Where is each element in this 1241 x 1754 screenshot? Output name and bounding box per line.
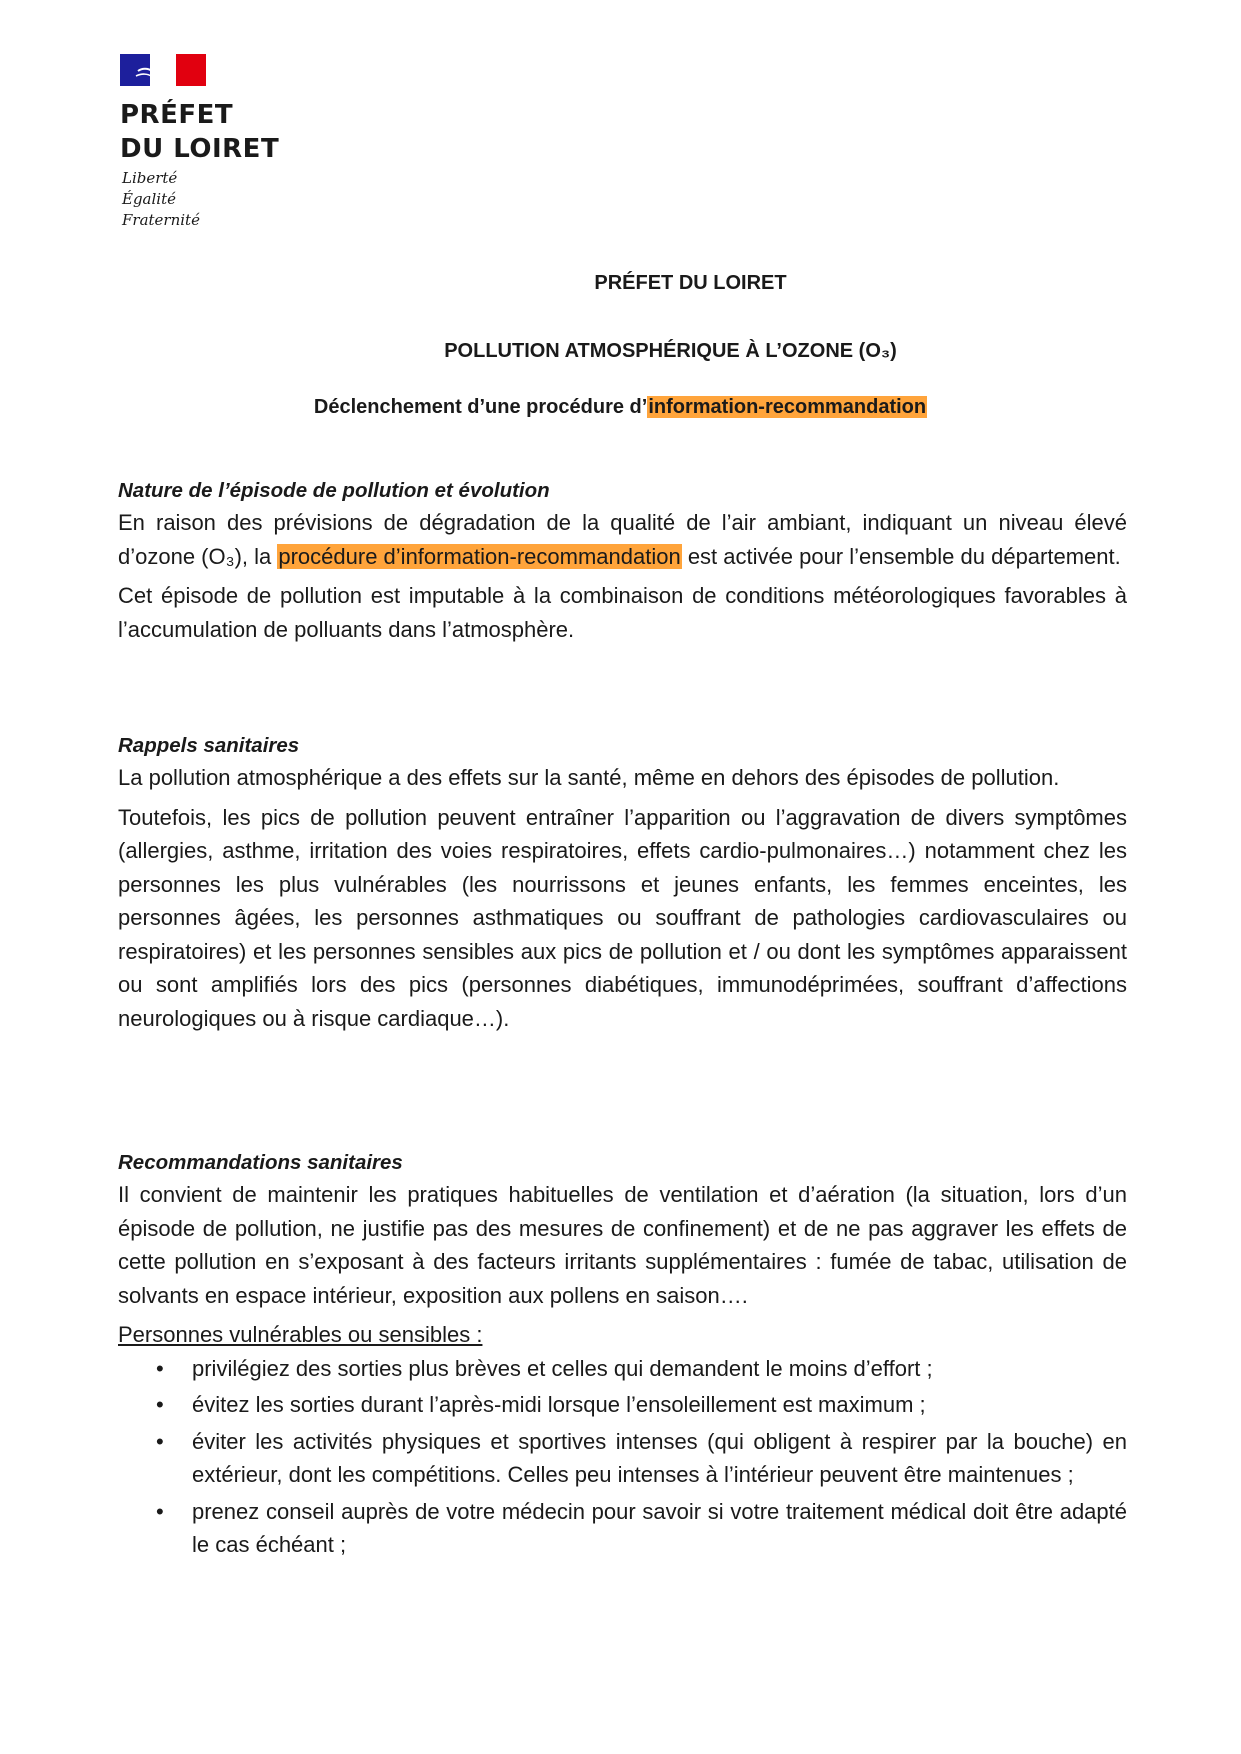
paragraph-nature-1: En raison des prévisions de dégradation de la qualité de l’air ambiant, indiquant un niveau élevé d’ozone (O₃), la procédure d’information-recommandation est activée pour l’ensemble du département. xyxy=(118,510,1127,569)
highlighted-term: information-recommandation xyxy=(648,396,927,418)
header-title: POLLUTION ATMOSPHÉRIQUE À L’OZONE (O₃) xyxy=(444,340,897,362)
section-recommandations xyxy=(118,1148,1127,1565)
section-title-recommandations: Recommandations sanitaires xyxy=(118,1151,403,1174)
marianne-flag-icon xyxy=(120,54,206,86)
paragraph-rappels-2: Toutefois, les pics de pollution peuvent entraîner l’apparition ou l’aggravation de divers symptômes (allergies, asthme, irritation des voies respiratoires, effets cardio-pulmonaires…) notamment chez les personnes les plus vulnérables (les nourrissons et jeunes enfants, les femmes enceintes, les personnes âgées, les personnes asthmatiques ou souffrant de pathologies cardiovasculaires ou respiratoires) et les personnes sensibles aux pics de pollution et / ou dont les symptômes apparaissent ou sont amplifiés lors des pics (personnes diabétiques, immunodéprimées, souffrant d’affections neurologiques ou à risque cardiaque…). xyxy=(118,804,1127,1031)
list-item: • éviter les activités physiques et sportives intenses (qui obligent à respirer par la bouche) en extérieur, dont les compétitions. Celles peu intenses à l’intérieur peuvent être maintenues ; xyxy=(156,1428,1127,1487)
list-item: • évitez les sorties durant l’après-midi lorsque l’ensoleillement est maximum ; xyxy=(156,1392,926,1417)
highlighted-procedure: procédure d’information-recommandation xyxy=(278,543,681,569)
logo-title: PRÉFET DU LOIRET xyxy=(120,100,280,164)
paragraph-recommandations: Il convient de maintenir les pratiques habituelles de ventilation et d’aération (la situation, lors d’un épisode de pollution, ne justifie pas des mesures de confinement) et de ne pas aggraver les effets de cette pollution en s’exposant à des facteurs irritants supplémentaires : fumée de tabac, utilisation de solvants en espace intérieur, exposition aux pollens en saison…. xyxy=(118,1182,1127,1308)
section-title-nature: Nature de l’épisode de pollution et évolution xyxy=(118,479,550,502)
list-item: • prenez conseil auprès de votre médecin pour savoir si votre traitement médical doit être adapté le cas échéant ; xyxy=(156,1498,1127,1557)
section-nature xyxy=(118,476,1127,646)
header-subtitle: Déclenchement d’une procédure d’information-recommandation xyxy=(313,396,927,418)
section-title-rappels: Rappels sanitaires xyxy=(118,734,300,757)
header-prefect: PRÉFET DU LOIRET xyxy=(594,272,787,294)
section-rappels xyxy=(118,731,1127,1035)
bullet-list xyxy=(118,1352,1127,1562)
list-item: • privilégiez des sorties plus brèves et celles qui demandent le moins d’effort ; xyxy=(156,1355,933,1381)
subhead-vulnerables: Personnes vulnérables ou sensibles : xyxy=(118,1322,483,1347)
paragraph-rappels-1: La pollution atmosphérique a des effets sur la santé, même en dehors des épisodes de pollution. xyxy=(118,765,1060,790)
paragraph-nature-2: Cet épisode de pollution est imputable à la combinaison de conditions météorologiques favorables à l’accumulation de polluants dans l’atmosphère. xyxy=(118,583,1127,642)
republic-motto: Liberté Égalité Fraternité xyxy=(122,169,200,229)
